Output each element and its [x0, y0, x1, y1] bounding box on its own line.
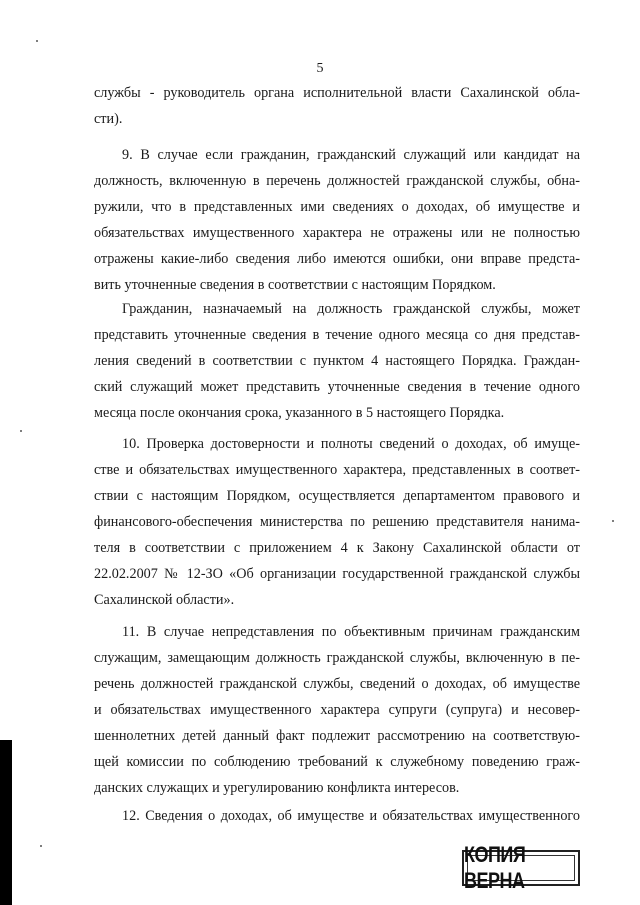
paragraph-item-12	[94, 803, 580, 829]
text-line: отражены какие-либо сведения либо имеются ошибки, они вправе предста-	[94, 251, 580, 267]
text-line: вить уточненные сведения в соответствии с настоящим Порядком.	[94, 277, 496, 293]
text-line: 11. В случае непредставления по объективным причинам гражданским	[122, 624, 580, 640]
text-line: и обязательствах имущественного характера супруги (супруга) и несовер-	[94, 702, 580, 718]
text-line: должность, включенную в перечень должностей гражданской службы, обна-	[94, 173, 580, 189]
paragraph-citizen-appointed	[94, 296, 580, 426]
paragraph-item-10	[94, 431, 580, 613]
scan-speck	[20, 430, 22, 432]
scan-edge-bar	[0, 740, 12, 905]
paragraph-item-9	[94, 142, 580, 298]
text-line: представить уточненные сведения в течение одного месяца со дня представ-	[94, 327, 580, 343]
text-line: ствии с настоящим Порядком, осуществляется департаментом правового и	[94, 488, 580, 504]
text-line: месяца после окончания срока, указанного в 5 настоящего Порядка.	[94, 405, 505, 421]
text-line: щей комиссии по соблюдению требований к служебному поведению граж-	[94, 754, 580, 770]
text-line: Гражданин, назначаемый на должность гражданской службы, может	[122, 301, 580, 317]
text-line: Сахалинской области».	[94, 592, 235, 608]
text-line: речень должностей гражданской службы, сведений о доходах, об имуществе	[94, 676, 580, 692]
text-line: обязательствах имущественного характера не отражены или не полностью	[94, 225, 580, 241]
text-line: теля в соответствии с приложением 4 к Закону Сахалинской области от	[94, 540, 580, 556]
page-number: 5	[316, 61, 324, 76]
scan-speck	[36, 40, 38, 42]
text-line: сти).	[94, 111, 123, 127]
text-line: 22.02.2007 № 12-ЗО «Об организации государственной гражданской службы	[94, 566, 580, 582]
stamp-text: КОПИЯ ВЕРНА	[464, 841, 526, 893]
text-line: данских служащих и урегулированию конфликта интересов.	[94, 780, 460, 796]
text-line: 12. Сведения о доходах, об имуществе и обязательствах имущественного	[122, 808, 580, 824]
text-line: ский служащий может представить уточненные сведения в течение одного	[94, 379, 580, 395]
text-line: финансового-обеспечения министерства по решению представителя нанима-	[94, 514, 580, 530]
paragraph-continuation	[94, 80, 580, 132]
paragraph-item-11	[94, 619, 580, 801]
text-line: службы - руководитель органа исполнительной власти Сахалинской обла-	[94, 85, 580, 101]
text-line: 9. В случае если гражданин, гражданский служащий или кандидат на	[122, 147, 580, 163]
copy-certified-stamp	[462, 841, 580, 893]
scan-speck	[612, 520, 614, 522]
text-line: ления сведений в соответствии с пунктом 4 настоящего Порядка. Граждан-	[94, 353, 580, 369]
text-line: шеннолетних детей данный факт подлежит рассмотрению на соответствую-	[94, 728, 580, 744]
text-line: 10. Проверка достоверности и полноты сведений о доходах, об имуще-	[122, 436, 580, 452]
text-line: стве и обязательствах имущественного характера, представленных в соответ-	[94, 462, 580, 478]
scan-speck	[40, 845, 42, 847]
text-line: служащим, замещающим должность гражданской службы, включенную в пе-	[94, 650, 580, 666]
text-line: ружили, что в представленных ими сведениях о доходах, об имуществе и	[94, 199, 580, 215]
